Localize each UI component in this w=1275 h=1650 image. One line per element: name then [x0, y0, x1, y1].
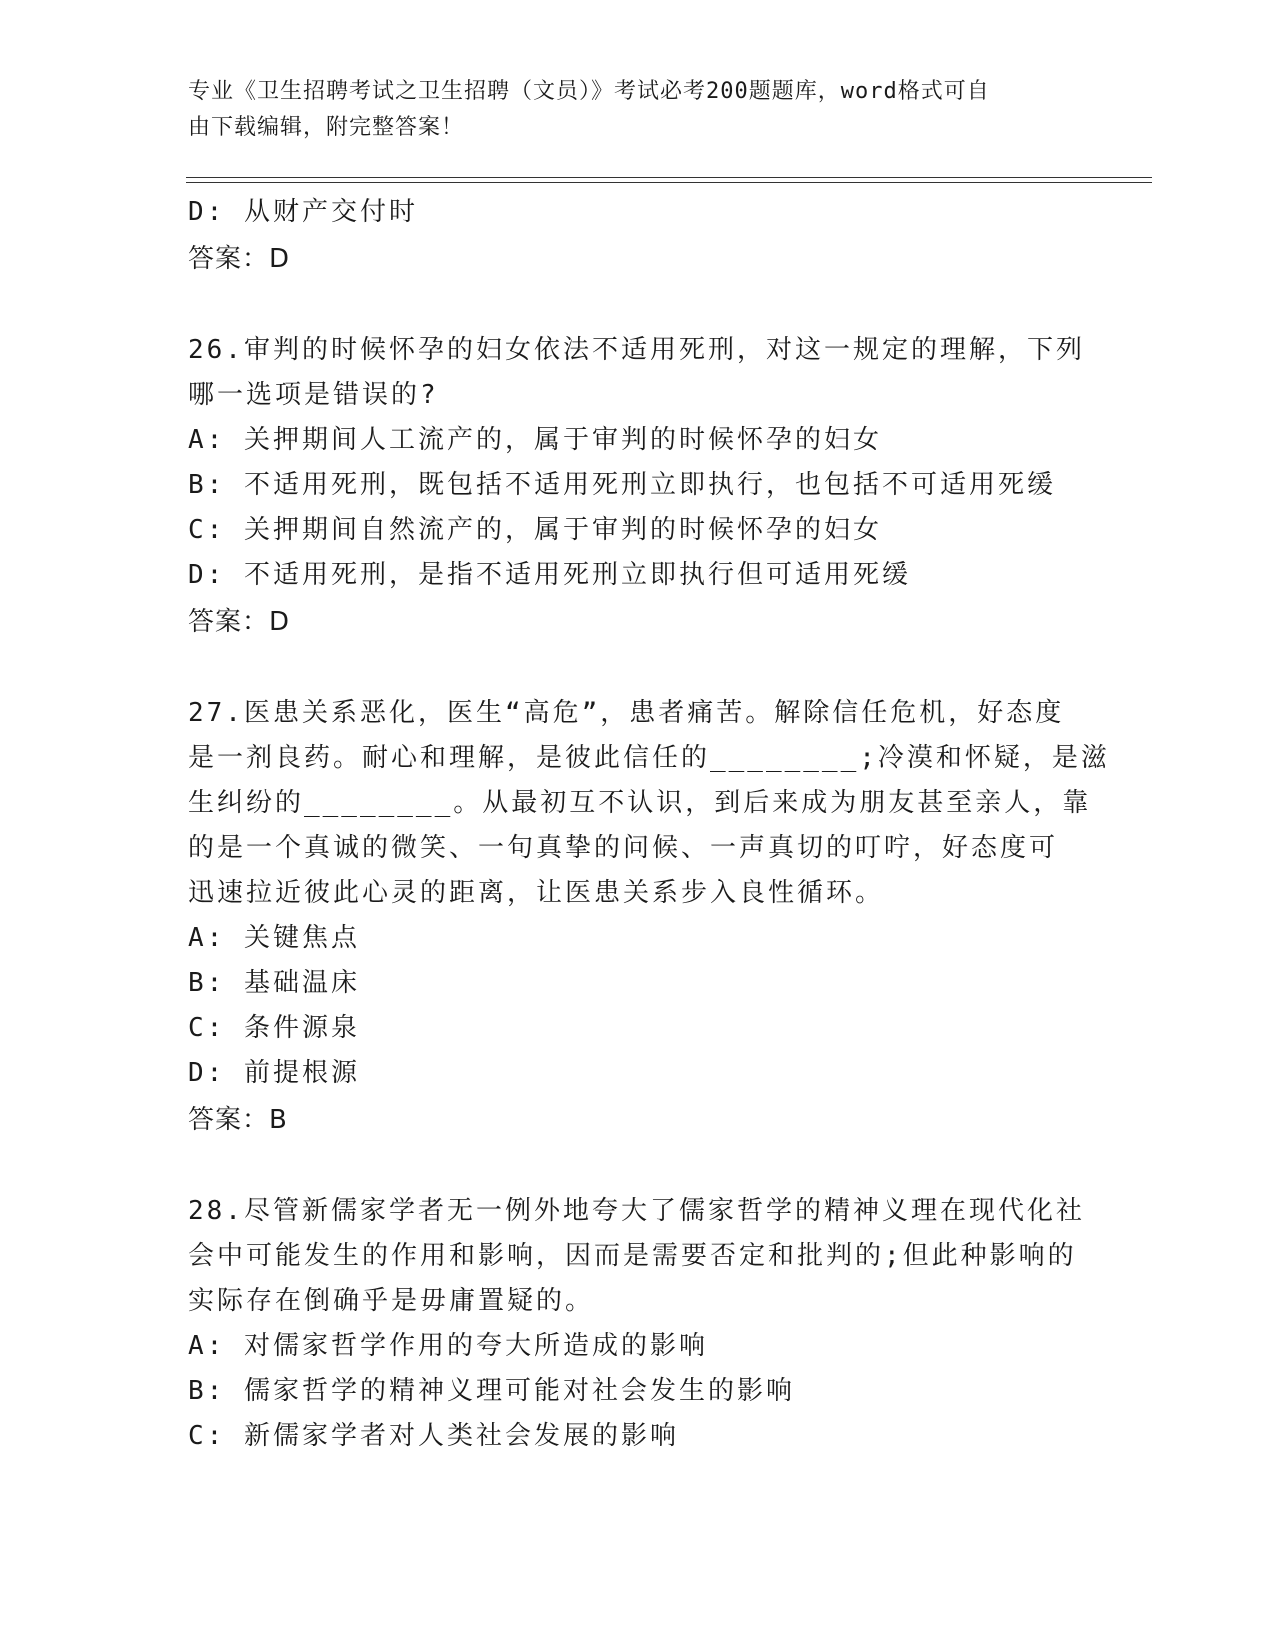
option-c: C: 条件源泉	[188, 1013, 360, 1043]
option-c: C: 新儒家学者对人类社会发展的影响	[188, 1421, 679, 1451]
option-a: A: 对儒家哲学作用的夸大所造成的影响	[188, 1331, 708, 1361]
question-stem-line: 生纠纷的________。从最初互不认识，到后来成为朋友甚至亲人，靠	[188, 788, 1092, 818]
option-d: D: 从财产交付时	[188, 197, 418, 227]
option-a: A: 关键焦点	[188, 923, 360, 953]
header-line-1: 专业《卫生招聘考试之卫生招聘（文员）》考试必考200题题库，word格式可自	[188, 79, 990, 104]
question-25-tail	[188, 190, 1088, 283]
answer-line: 答案：D	[188, 607, 291, 637]
answer-line: 答案：D	[188, 244, 291, 274]
question-28	[188, 1189, 1088, 1459]
question-26	[188, 328, 1088, 646]
question-stem-line: 会中可能发生的作用和影响，因而是需要否定和批判的;但此种影响的	[188, 1241, 1077, 1271]
option-c: C: 关押期间自然流产的，属于审判的时候怀孕的妇女	[188, 515, 882, 545]
document-header	[188, 74, 1068, 146]
option-d: D: 不适用死刑，是指不适用死刑立即执行但可适用死缓	[188, 560, 911, 590]
question-stem-line: 27.医患关系恶化，医生“高危”，患者痛苦。解除信任危机，好态度	[188, 698, 1065, 728]
question-stem-line: 哪一选项是错误的?	[188, 380, 439, 410]
header-divider-bottom	[186, 182, 1152, 183]
option-a: A: 关押期间人工流产的，属于审判的时候怀孕的妇女	[188, 425, 882, 455]
question-stem-line: 28.尽管新儒家学者无一例外地夸大了儒家哲学的精神义理在现代化社	[188, 1196, 1085, 1226]
option-d: D: 前提根源	[188, 1058, 360, 1088]
document-body	[188, 190, 1110, 1459]
question-27	[188, 691, 1110, 1144]
question-stem-line: 实际存在倒确乎是毋庸置疑的。	[188, 1286, 595, 1316]
question-stem-line: 26.审判的时候怀孕的妇女依法不适用死刑，对这一规定的理解，下列	[188, 335, 1085, 365]
answer-line: 答案：B	[188, 1105, 288, 1135]
option-b: B: 基础温床	[188, 968, 360, 998]
question-stem-line: 是一剂良药。耐心和理解，是彼此信任的________;冷漠和怀疑，是滋	[188, 743, 1110, 773]
question-stem-line: 迅速拉近彼此心灵的距离，让医患关系步入良性循环。	[188, 878, 885, 908]
option-b: B: 儒家哲学的精神义理可能对社会发生的影响	[188, 1376, 795, 1406]
header-line-2: 由下载编辑，附完整答案！	[188, 115, 465, 140]
question-stem-line: 的是一个真诚的微笑、一句真挚的问候、一声真切的叮咛，好态度可	[188, 833, 1059, 863]
option-b: B: 不适用死刑，既包括不适用死刑立即执行，也包括不可适用死缓	[188, 470, 1056, 500]
header-divider-top	[186, 177, 1152, 178]
